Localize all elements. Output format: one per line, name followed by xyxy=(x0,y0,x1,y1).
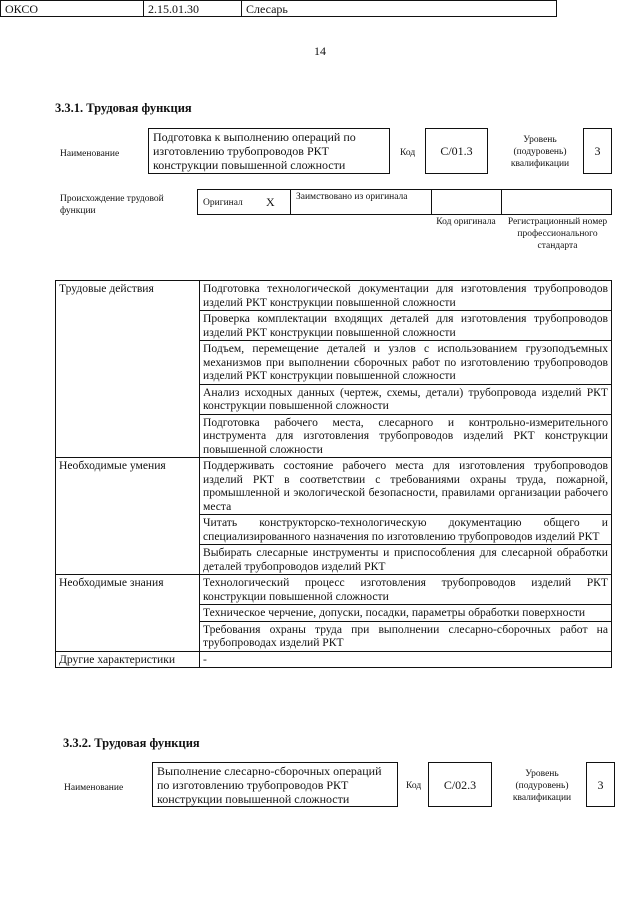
original-label: Оригинал xyxy=(203,198,243,208)
original-mark: X xyxy=(266,195,275,209)
section2-code-value: С/02.3 xyxy=(428,762,492,807)
origin-divider xyxy=(431,190,432,214)
section1-heading: 3.3.1. Трудовая функция xyxy=(55,101,192,115)
section2-level-value: 3 xyxy=(586,762,615,807)
group-item: Подготовка технологической документации для изготовления трубопроводов изделий РКТ конструкции повышенной сложности xyxy=(200,281,612,311)
section2-name-value: Выполнение слесарно-сборочных операций по изготовлению трубопроводов РКТ конструкции повышенной сложности xyxy=(152,762,398,807)
function-table xyxy=(55,280,612,668)
group-item: Подъем, перемещение деталей и узлов с использованием грузоподъемных механизмов при выполнении сборочных работ по изготовлению трубопроводов изделий РКТ конструкции повышенной сложности xyxy=(200,341,612,385)
section1-code-value: С/01.3 xyxy=(425,128,488,174)
group-item: - xyxy=(200,651,612,668)
section1-origin-label: Происхождение трудовой функции xyxy=(60,194,164,216)
borrowed-label: Заимствовано из оригинала xyxy=(296,192,408,202)
section2-heading: 3.3.2. Трудовая функция xyxy=(63,736,200,750)
table-row xyxy=(56,651,612,668)
origin-divider xyxy=(501,190,502,214)
group-item: Технологический процесс изготовления трубопроводов изделий РКТ конструкции повышенной сложности xyxy=(200,575,612,605)
section2-code-label: Код xyxy=(406,781,422,791)
group-item: Техническое черчение, допуски, посадки, параметры обработки поверхности xyxy=(200,605,612,622)
okso-name: Слесарь xyxy=(246,2,288,16)
group-item: Читать конструкторско-технологическую документацию общего и специализированного назначения по изготовлению трубопроводов изделий РКТ xyxy=(200,515,612,545)
okso-row xyxy=(0,0,557,17)
group-item: Подготовка рабочего места, слесарного и контрольно-измерительного инструмента для изготовления трубопроводов изделий РКТ конструкции повышенной сложности xyxy=(200,414,612,458)
section1-level-value: 3 xyxy=(583,128,612,174)
section1-level-label: Уровень (подуровень) квалификации xyxy=(510,135,570,169)
page-number: 14 xyxy=(314,44,326,58)
section1-code-label: Код xyxy=(400,148,416,158)
origin-divider xyxy=(290,190,291,214)
reg-number-caption: Регистрационный номер профессионального стандарта xyxy=(507,217,608,251)
group-label: Необходимые знания xyxy=(56,575,200,652)
group-item: Выбирать слесарные инструменты и приспособления для слесарной обработки деталей трубопроводов изделий РКТ xyxy=(200,545,612,575)
group-label: Трудовые действия xyxy=(56,281,200,458)
section1-name-value: Подготовка к выполнению операций по изготовлению трубопроводов РКТ конструкции повышенной сложности xyxy=(148,128,390,174)
table-row xyxy=(56,458,612,515)
group-label: Другие характеристики xyxy=(56,651,200,668)
section2-name-label: Наименование xyxy=(64,783,124,793)
table-row xyxy=(56,281,612,311)
okso-label: ОКСО xyxy=(1,1,144,16)
table-row xyxy=(56,575,612,605)
group-item: Поддерживать состояние рабочего места для изготовления трубопроводов изделий РКТ в соответствии с требованиями охраны труда, пожарной, промышленной и экологической безопасности, правилами организации рабочего места xyxy=(200,458,612,515)
okso-code: 2.15.01.30 xyxy=(144,1,242,16)
group-item: Проверка комплектации входящих деталей для изготовления трубопроводов изделий РКТ конструкции повышенной сложности xyxy=(200,311,612,341)
group-item: Требования охраны труда при выполнении слесарно-сборочных работ на трубопроводах изделий РКТ xyxy=(200,621,612,651)
section2-level-label: Уровень (подуровень) квалификации xyxy=(512,769,572,803)
origin-code-caption: Код оригинала xyxy=(436,217,496,227)
group-item: Анализ исходных данных (чертеж, схемы, детали) трубопровода изделий РКТ конструкции повышенной сложности xyxy=(200,384,612,414)
group-label: Необходимые умения xyxy=(56,458,200,575)
section1-name-label: Наименование xyxy=(60,149,120,159)
